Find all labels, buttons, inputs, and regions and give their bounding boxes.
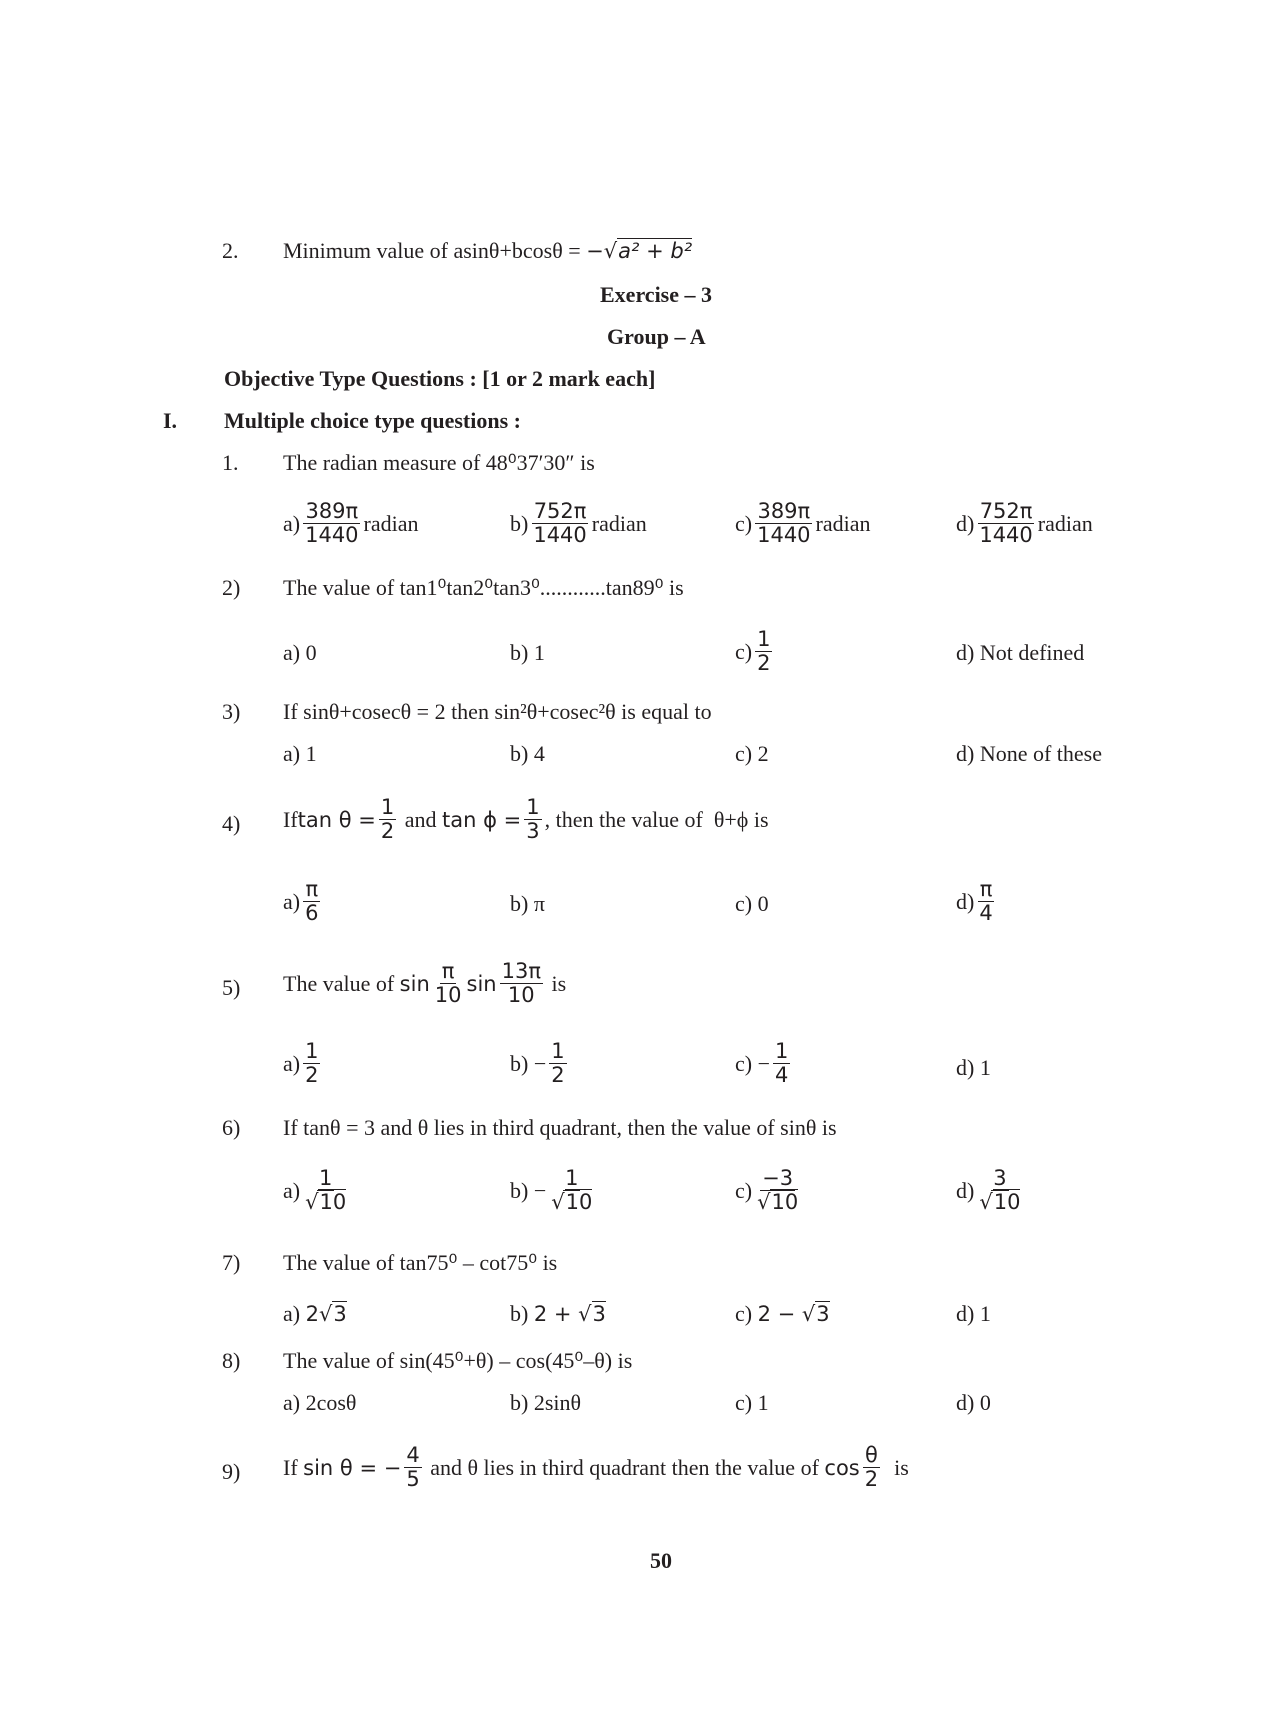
q1-option-a: a) $\frac{389\pi}{1440}$ radian: [283, 499, 419, 548]
q2-text: The value of tan1⁰tan2⁰tan3⁰............tan89⁰ is: [283, 575, 684, 600]
q5-option-b: b) − $\frac{1}{2}$: [510, 1039, 565, 1088]
q6-option-a: a) $\frac{1}{√10}$: [283, 1166, 347, 1215]
q1-option-d: d) $\frac{752\pi}{1440}$ radian: [956, 499, 1093, 548]
q4-option-c: c) 0: [735, 891, 769, 916]
prev-number: 2.: [222, 238, 239, 263]
q8-number: 8): [222, 1348, 241, 1373]
q5-number: 5): [222, 975, 241, 1000]
q7-option-c: c) 2 − √3: [735, 1301, 830, 1326]
q7-number: 7): [222, 1250, 241, 1275]
q3-option-a: a) 1: [283, 741, 317, 766]
q5-text: The value of sin $\frac{\pi}{10}$ sin $\frac{13\pi}{10}$ is: [283, 959, 567, 1008]
q4-text: If tan θ = $\frac{1}{2}$ and tan ϕ = $\frac{1}{3}$ , then the value of θ+ϕ is: [283, 795, 769, 844]
q1-option-c: c) $\frac{389\pi}{1440}$ radian: [735, 499, 871, 548]
q2-number: 2): [222, 575, 241, 600]
q3-option-b: b) 4: [510, 741, 545, 766]
q6-number: 6): [222, 1115, 241, 1140]
q7-option-d: d) 1: [956, 1301, 991, 1326]
q2-option-a: a) 0: [283, 640, 317, 665]
q1-option-b: b) $\frac{752\pi}{1440}$ radian: [510, 499, 647, 548]
q8-text: The value of sin(45⁰+θ) – cos(45⁰–θ) is: [283, 1348, 633, 1373]
q7-text: The value of tan75⁰ – cot75⁰ is: [283, 1250, 558, 1275]
q4-option-d: d) $\frac{\pi}{4}$: [956, 877, 993, 926]
q1-number: 1.: [222, 450, 239, 475]
q3-text: If sinθ+cosecθ = 2 then sin²θ+cosec²θ is equal to: [283, 699, 712, 724]
q4-option-b: b) π: [510, 891, 545, 916]
section-title: Multiple choice type questions :: [224, 408, 521, 433]
q4-number: 4): [222, 811, 241, 836]
q8-option-d: d) 0: [956, 1390, 991, 1415]
q8-option-b: b) 2sinθ: [510, 1390, 582, 1415]
section-roman: I.: [163, 408, 178, 433]
q6-text: If tanθ = 3 and θ lies in third quadrant, then the value of sinθ is: [283, 1115, 837, 1140]
q5-option-d: d) 1: [956, 1055, 991, 1080]
prev-text: Minimum value of asinθ+bcosθ = −√a² + b²: [283, 238, 693, 263]
q6-option-b: b) − $\frac{1}{√10}$: [510, 1166, 593, 1215]
q3-option-c: c) 2: [735, 741, 769, 766]
q1-text: The radian measure of 48⁰37′30″ is: [283, 450, 595, 475]
q6-option-c: c) $\frac{-3}{√10}$: [735, 1166, 799, 1215]
q3-option-d: d) None of these: [956, 741, 1103, 766]
q7-option-b: b) 2 + √3: [510, 1301, 606, 1326]
group-title: Group – A: [607, 324, 706, 349]
q5-option-a: a) $\frac{1}{2}$: [283, 1039, 319, 1088]
objective-heading: Objective Type Questions : [1 or 2 mark each]: [224, 366, 656, 391]
q5-option-c: c) − $\frac{1}{4}$: [735, 1039, 789, 1088]
exercise-title: Exercise – 3: [600, 282, 713, 307]
q2-option-d: d) Not defined: [956, 640, 1085, 665]
q3-number: 3): [222, 699, 241, 724]
q8-option-a: a) 2cosθ: [283, 1390, 357, 1415]
prev-answer-radicand: a² + b²: [618, 239, 693, 263]
q9-text: If sin θ = − $\frac{4}{5}$ and θ lies in third quadrant then the value of cos $\frac{\theta}{2}$ is: [283, 1443, 909, 1492]
prev-question: Minimum value of asinθ+bcosθ =: [283, 238, 587, 263]
page-number: 50: [650, 1548, 672, 1573]
q7-option-a: a) 2√3: [283, 1301, 347, 1326]
q2-option-c: c) $\frac{1}{2}$: [735, 627, 771, 676]
q4-option-a: a) $\frac{\pi}{6}$: [283, 877, 319, 926]
q8-option-c: c) 1: [735, 1390, 769, 1415]
q2-option-b: b) 1: [510, 640, 545, 665]
prev-answer-minus: −: [586, 239, 604, 263]
q6-option-d: d) $\frac{3}{√10}$: [956, 1166, 1021, 1215]
q9-number: 9): [222, 1459, 241, 1484]
